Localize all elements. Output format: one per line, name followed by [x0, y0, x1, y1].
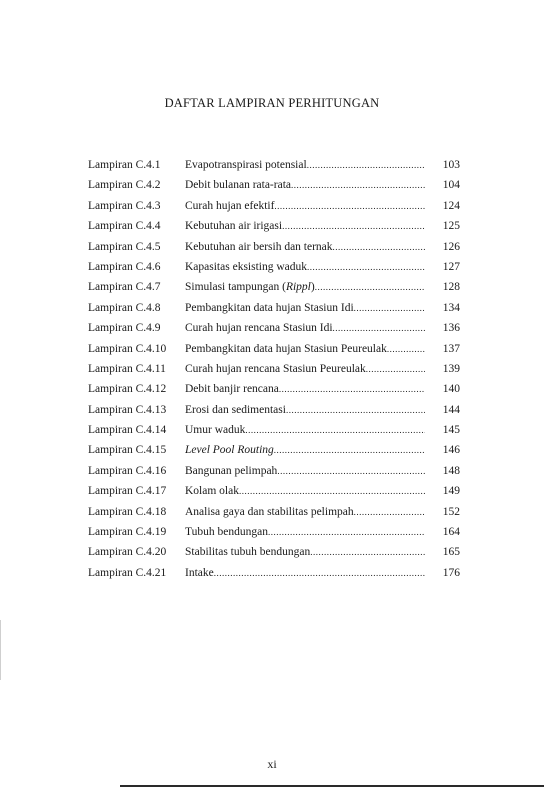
- appendix-page-number: 134: [442, 301, 460, 314]
- appendix-page-number: 125: [442, 220, 460, 233]
- appendix-title: [185, 175, 425, 195]
- appendix-title-text: Simulasi tampungan (: [185, 281, 286, 294]
- appendix-title: [185, 563, 425, 583]
- dot-leader: [387, 339, 425, 359]
- appendix-title: [185, 196, 425, 216]
- appendix-title-text: Umur waduk: [185, 424, 246, 437]
- dot-leader: [315, 277, 425, 297]
- dot-leader: [366, 359, 425, 379]
- dot-leader: [239, 481, 425, 501]
- appendix-page-number: 145: [442, 424, 460, 437]
- appendix-list: [88, 155, 460, 583]
- appendix-title-text: ): [310, 281, 315, 294]
- appendix-page-number: 152: [442, 505, 460, 518]
- dot-leader: [245, 420, 425, 440]
- appendix-code: Lampiran C.4.1: [88, 159, 161, 171]
- dot-leader: [307, 155, 425, 175]
- dot-leader: [291, 175, 425, 195]
- appendix-title-text: Curah hujan rencana Stasiun Idi: [185, 322, 333, 335]
- list-item: [88, 420, 460, 440]
- appendix-page-number: 136: [442, 322, 460, 335]
- appendix-code: Lampiran C.4.15: [88, 444, 167, 457]
- appendix-title: [185, 502, 425, 522]
- appendix-page-number: 146: [442, 444, 460, 457]
- appendix-title: [185, 318, 425, 338]
- appendix-title: [185, 277, 425, 297]
- dot-leader: [354, 298, 425, 318]
- appendix-title: [185, 298, 425, 318]
- appendix-page-number: 104: [442, 179, 460, 192]
- list-item: [88, 379, 460, 399]
- appendix-title-text: Bangunan pelimpah: [185, 464, 278, 477]
- dot-leader: [274, 196, 425, 216]
- appendix-title-text: Kebutuhan air irigasi: [185, 220, 283, 233]
- appendix-title: [185, 481, 425, 501]
- appendix-code: Lampiran C.4.16: [88, 464, 167, 477]
- appendix-title: [185, 400, 425, 420]
- appendix-title-text: Rippl: [285, 281, 311, 294]
- appendix-title-text: Kebutuhan air bersih dan ternak: [185, 240, 333, 253]
- appendix-title-text: Kapasitas eksisting waduk: [185, 260, 308, 273]
- appendix-code: Lampiran C.4.6: [88, 260, 161, 273]
- list-item: [88, 196, 460, 216]
- page-number: xi: [267, 757, 277, 771]
- appendix-page-number: 149: [442, 485, 460, 498]
- appendix-title-text: Pembangkitan data hujan Stasiun Idi: [185, 301, 354, 314]
- appendix-code: Lampiran C.4.12: [88, 383, 167, 396]
- appendix-title-text: Curah hujan rencana Stasiun Peureulak: [185, 362, 366, 375]
- list-item: [88, 359, 460, 379]
- appendix-title-text: Debit banjir rencana: [185, 383, 279, 396]
- appendix-title: [185, 461, 425, 481]
- list-item: [88, 440, 460, 460]
- appendix-title-text: Curah hujan efektif: [185, 199, 275, 212]
- dot-leader: [268, 522, 425, 542]
- appendix-title: [185, 359, 425, 379]
- list-item: [88, 481, 460, 501]
- appendix-title: [185, 542, 425, 562]
- dot-leader: [282, 216, 425, 236]
- appendix-title: [185, 440, 425, 460]
- appendix-code: Lampiran C.4.19: [88, 526, 167, 539]
- appendix-title-text: Stabilitas tubuh bendungan: [185, 546, 311, 559]
- appendix-page-number: 124: [442, 199, 460, 212]
- appendix-title: [185, 339, 425, 359]
- appendix-title-text: Intake: [185, 566, 214, 579]
- appendix-page-number: 165: [442, 546, 460, 559]
- appendix-code: Lampiran C.4.8: [88, 301, 161, 314]
- appendix-page-number: 137: [442, 342, 460, 355]
- appendix-title-text: Evapotranspirasi potensial: [185, 159, 307, 171]
- appendix-code: Lampiran C.4.5: [88, 240, 161, 253]
- appendix-code: Lampiran C.4.2: [88, 179, 161, 192]
- page-title: DAFTAR LAMPIRAN PERHITUNGAN: [164, 96, 380, 110]
- list-item: [88, 298, 460, 318]
- dot-leader: [274, 440, 425, 460]
- dot-leader: [333, 318, 425, 338]
- appendix-title: [185, 379, 425, 399]
- dot-leader: [286, 400, 425, 420]
- appendix-code: Lampiran C.4.10: [88, 342, 167, 355]
- list-item: [88, 155, 460, 175]
- appendix-code: Lampiran C.4.17: [88, 485, 167, 498]
- appendix-code: Lampiran C.4.20: [88, 546, 167, 559]
- list-item: [88, 542, 460, 562]
- appendix-title: [185, 216, 425, 236]
- list-item: [88, 318, 460, 338]
- list-item: [88, 522, 460, 542]
- appendix-title: [185, 522, 425, 542]
- appendix-title-text: Kolam olak: [185, 485, 239, 498]
- list-item: [88, 175, 460, 195]
- list-item: [88, 400, 460, 420]
- dot-leader: [310, 542, 425, 562]
- appendix-code: Lampiran C.4.18: [88, 505, 167, 518]
- appendix-code: Lampiran C.4.21: [88, 566, 167, 579]
- appendix-page-number: 148: [442, 464, 460, 477]
- appendix-title: [185, 257, 425, 277]
- appendix-title: [185, 237, 425, 257]
- appendix-title-text: Pembangkitan data hujan Stasiun Peureulak: [185, 342, 387, 355]
- appendix-code: Lampiran C.4.3: [88, 199, 161, 212]
- appendix-page-number: 164: [442, 526, 460, 539]
- list-item: [88, 502, 460, 522]
- appendix-code: Lampiran C.4.7: [88, 281, 161, 294]
- appendix-page-number: 103: [442, 159, 460, 171]
- appendix-title-text: Debit bulanan rata-rata: [185, 179, 291, 192]
- appendix-page-number: 140: [442, 383, 460, 396]
- appendix-page-number: 139: [442, 362, 460, 375]
- appendix-title-text: Analisa gaya dan stabilitas pelimpah: [185, 505, 354, 518]
- list-item: [88, 257, 460, 277]
- dot-leader: [214, 563, 425, 583]
- appendix-code: Lampiran C.4.14: [88, 424, 167, 437]
- appendix-title-text: Tubuh bendungan: [185, 526, 268, 539]
- appendix-page-number: 144: [442, 403, 460, 416]
- list-item: [88, 339, 460, 359]
- appendix-title: [185, 420, 425, 440]
- scan-edge-mark: [0, 620, 1, 680]
- list-item: [88, 277, 460, 297]
- appendix-title-text: Erosi dan sedimentasi: [185, 403, 286, 416]
- list-item: [88, 237, 460, 257]
- list-item: [88, 461, 460, 481]
- appendix-page-number: 176: [442, 566, 460, 579]
- appendix-title-text: Level Pool Routing: [185, 444, 274, 457]
- dot-leader: [277, 461, 425, 481]
- appendix-page-number: 128: [442, 281, 460, 294]
- bottom-rule: [120, 785, 544, 787]
- appendix-code: Lampiran C.4.11: [88, 362, 166, 375]
- dot-leader: [354, 502, 425, 522]
- appendix-page-number: 126: [442, 240, 460, 253]
- list-item: [88, 563, 460, 583]
- appendix-code: Lampiran C.4.13: [88, 403, 167, 416]
- appendix-code: Lampiran C.4.9: [88, 322, 161, 335]
- dot-leader: [333, 237, 425, 257]
- appendix-page-number: 127: [442, 260, 460, 273]
- list-item: [88, 216, 460, 236]
- appendix-title: [185, 155, 425, 175]
- appendix-code: Lampiran C.4.4: [88, 220, 161, 233]
- dot-leader: [307, 257, 425, 277]
- dot-leader: [279, 379, 425, 399]
